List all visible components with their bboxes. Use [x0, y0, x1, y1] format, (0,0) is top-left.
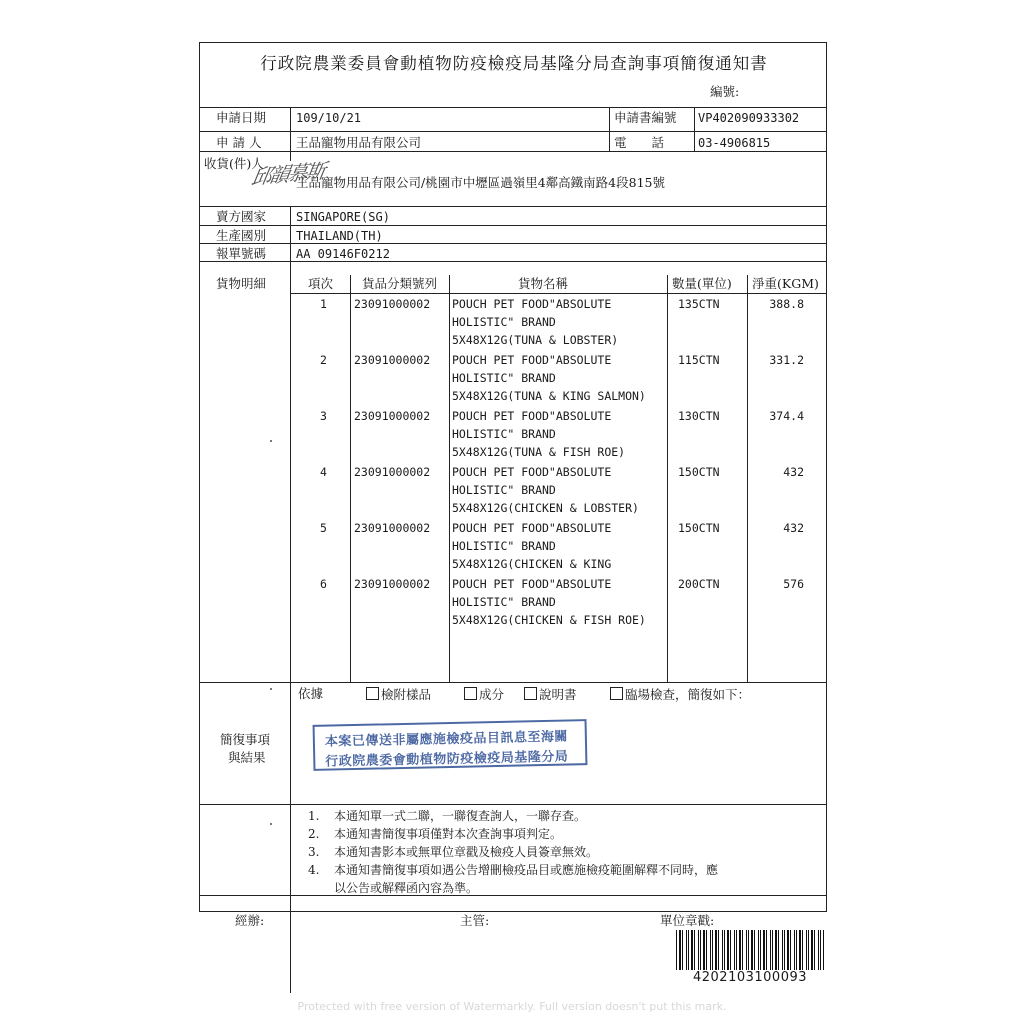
row-item-name-line: POUCH PET FOOD"ABSOLUTE: [452, 409, 612, 423]
row-item-qty: 150CTN: [678, 521, 720, 535]
row-item-code: 23091000002: [354, 297, 431, 311]
applicant-value: 王品寵物用品有限公司: [296, 135, 422, 150]
form-no-value: VP402090933302: [698, 111, 800, 125]
checkbox[interactable]: [366, 687, 379, 700]
note-text: 本通知書簡復事項如遇公告增刪檢疫品目或應施檢疫範圍解釋不同時，應: [334, 863, 719, 877]
row-item-weight: 576: [783, 577, 804, 591]
divider: [449, 275, 450, 682]
note-text: 本通知書影本或無單位章戳及檢疫人員簽章無效。: [334, 845, 599, 859]
row-item-qty: 135CTN: [678, 297, 720, 311]
divider: [200, 804, 826, 805]
row-item-name-line: POUCH PET FOOD"ABSOLUTE: [452, 353, 612, 367]
option-label: 說明書: [539, 687, 577, 702]
row-item-qty: 115CTN: [678, 353, 720, 367]
row-item-no: 2: [320, 353, 327, 367]
divider: [200, 225, 826, 226]
divider: [200, 107, 826, 108]
row-item-weight: 388.8: [769, 297, 804, 311]
row-item-no: 4: [320, 465, 327, 479]
row-item-name-line: 5X48X12G(TUNA & LOBSTER): [452, 333, 619, 347]
row-item-name-line: HOLISTIC" BRAND: [452, 371, 556, 385]
row-item-weight: 432: [783, 465, 804, 479]
row-item-weight: 331.2: [769, 353, 804, 367]
col-header-no: 項次: [308, 276, 334, 291]
divider: [200, 895, 826, 896]
supervisor-label: 主管:: [460, 913, 490, 928]
applicant-label: 申 請 人: [216, 135, 262, 150]
row-item-no: 6: [320, 577, 327, 591]
customs-stamp: [313, 719, 588, 771]
col-header-qty: 數量(單位): [672, 276, 732, 291]
divider: [609, 107, 610, 151]
divider: [200, 206, 826, 207]
col-header-weight: 淨重(KGM): [752, 276, 819, 291]
option-ingredients[interactable]: [464, 687, 504, 702]
row-item-code: 23091000002: [354, 521, 431, 535]
col-header-name: 貨物名稱: [518, 276, 569, 291]
checkbox[interactable]: [610, 687, 623, 700]
handwritten-signature: 邱韻慕斯: [249, 158, 326, 190]
row-item-name-line: HOLISTIC" BRAND: [452, 595, 556, 609]
unit-seal-label: 單位章戳:: [660, 913, 715, 928]
row-item-name-line: HOLISTIC" BRAND: [452, 483, 556, 497]
row-item-name-line: HOLISTIC" BRAND: [452, 539, 556, 553]
row-item-code: 23091000002: [354, 577, 431, 591]
divider: [200, 151, 826, 152]
consignee-label: 收貨(件)人: [204, 156, 264, 171]
row-item-code: 23091000002: [354, 465, 431, 479]
reply-label-line2: 與結果: [228, 750, 266, 765]
row-item-name-line: POUCH PET FOOD"ABSOLUTE: [452, 521, 612, 535]
row-item-no: 5: [320, 521, 327, 535]
serial-label: 編號:: [710, 84, 740, 99]
phone-label: 電 話: [614, 135, 665, 150]
divider: [200, 131, 826, 132]
row-item-name-line: 5X48X12G(CHICKEN & LOBSTER): [452, 501, 639, 515]
apply-date-label: 申請日期: [216, 110, 267, 125]
stamp-line2: 行政院農委會動植物防疫檢疫局基隆分局: [325, 749, 569, 770]
watermark-text: Protected with free version of Watermarkly. Full version doesn't put this mark.: [297, 1000, 727, 1013]
seller-country-label: 賣方國家: [216, 209, 267, 224]
divider: [200, 243, 826, 244]
scan-dot: [270, 688, 272, 690]
origin-label: 生產國別: [216, 228, 267, 243]
scan-dot: [270, 440, 272, 442]
row-item-name-line: 5X48X12G(CHICKEN & FISH ROE): [452, 613, 646, 627]
handler-label: 經辦:: [235, 913, 265, 928]
row-item-qty: 200CTN: [678, 577, 720, 591]
goods-label: 貨物明細: [216, 276, 267, 291]
option-inspection[interactable]: [610, 687, 750, 702]
note-number: 4.: [308, 863, 320, 877]
option-label: 臨場檢查，簡復如下：: [625, 687, 751, 702]
divider: [667, 275, 668, 682]
row-item-name-line: POUCH PET FOOD"ABSOLUTE: [452, 577, 612, 591]
note4-continued: 以公告或解釋函內容為準。: [334, 881, 479, 895]
phone-value: 03-4906815: [698, 136, 771, 150]
row-item-no: 3: [320, 409, 327, 423]
stamp-line1: 本案已傳送非屬應施檢疫品目訊息至海關: [324, 729, 569, 750]
checkbox[interactable]: [464, 687, 477, 700]
divider: [290, 206, 291, 993]
row-item-name-line: POUCH PET FOOD"ABSOLUTE: [452, 465, 612, 479]
note-number: 1.: [308, 809, 320, 823]
option-samples[interactable]: [366, 687, 431, 702]
form-no-label: 申請書編號: [614, 110, 677, 125]
row-item-name-line: HOLISTIC" BRAND: [452, 427, 556, 441]
barcode-number: 4202103100093: [692, 970, 808, 985]
reply-label-line1: 簡復事項: [220, 732, 271, 747]
col-header-code: 貨品分類號列: [362, 276, 438, 291]
divider: [290, 293, 826, 294]
apply-date-value: 109/10/21: [296, 111, 362, 125]
divider: [694, 107, 695, 151]
consignee-value: 王品寵物用品有限公司/桃園市中壢區過嶺里4鄰高鐵南路4段815號: [296, 175, 665, 190]
row-item-code: 23091000002: [354, 409, 431, 423]
row-item-name-line: HOLISTIC" BRAND: [452, 315, 556, 329]
note-text: 本通知單一式二聯，一聯復查詢人，一聯存查。: [334, 809, 587, 823]
declaration-label: 報單號碼: [216, 246, 267, 261]
divider: [747, 275, 748, 682]
row-item-weight: 374.4: [769, 409, 804, 423]
row-item-no: 1: [320, 297, 327, 311]
row-item-code: 23091000002: [354, 353, 431, 367]
row-item-qty: 130CTN: [678, 409, 720, 423]
divider: [200, 261, 826, 262]
divider: [200, 682, 826, 683]
note-number: 2.: [308, 827, 320, 841]
option-manual[interactable]: [524, 687, 577, 702]
row-item-name-line: 5X48X12G(TUNA & KING SALMON): [452, 389, 646, 403]
checkbox[interactable]: [524, 687, 537, 700]
row-item-weight: 432: [783, 521, 804, 535]
scan-dot: [270, 823, 272, 825]
note-text: 本通知書簡復事項僅對本次查詢事項判定。: [334, 827, 563, 841]
barcode: [676, 930, 824, 970]
option-label: 檢附樣品: [381, 687, 432, 702]
document-title: 行政院農業委員會動植物防疫檢疫局基隆分局查詢事項簡復通知書: [260, 54, 768, 73]
note-number: 3.: [308, 845, 320, 859]
divider: [350, 275, 351, 682]
row-item-name-line: 5X48X12G(TUNA & FISH ROE): [452, 445, 626, 459]
row-item-name-line: 5X48X12G(CHICKEN & KING: [452, 557, 612, 571]
divider: [290, 107, 291, 161]
seller-country-value: SINGAPORE(SG): [296, 210, 390, 224]
declaration-value: AA 09146F0212: [296, 247, 390, 261]
origin-value: THAILAND(TH): [296, 229, 383, 243]
basis-label: 依據: [298, 686, 324, 701]
option-label: 成分: [479, 687, 505, 702]
row-item-qty: 150CTN: [678, 465, 720, 479]
row-item-name-line: POUCH PET FOOD"ABSOLUTE: [452, 297, 612, 311]
